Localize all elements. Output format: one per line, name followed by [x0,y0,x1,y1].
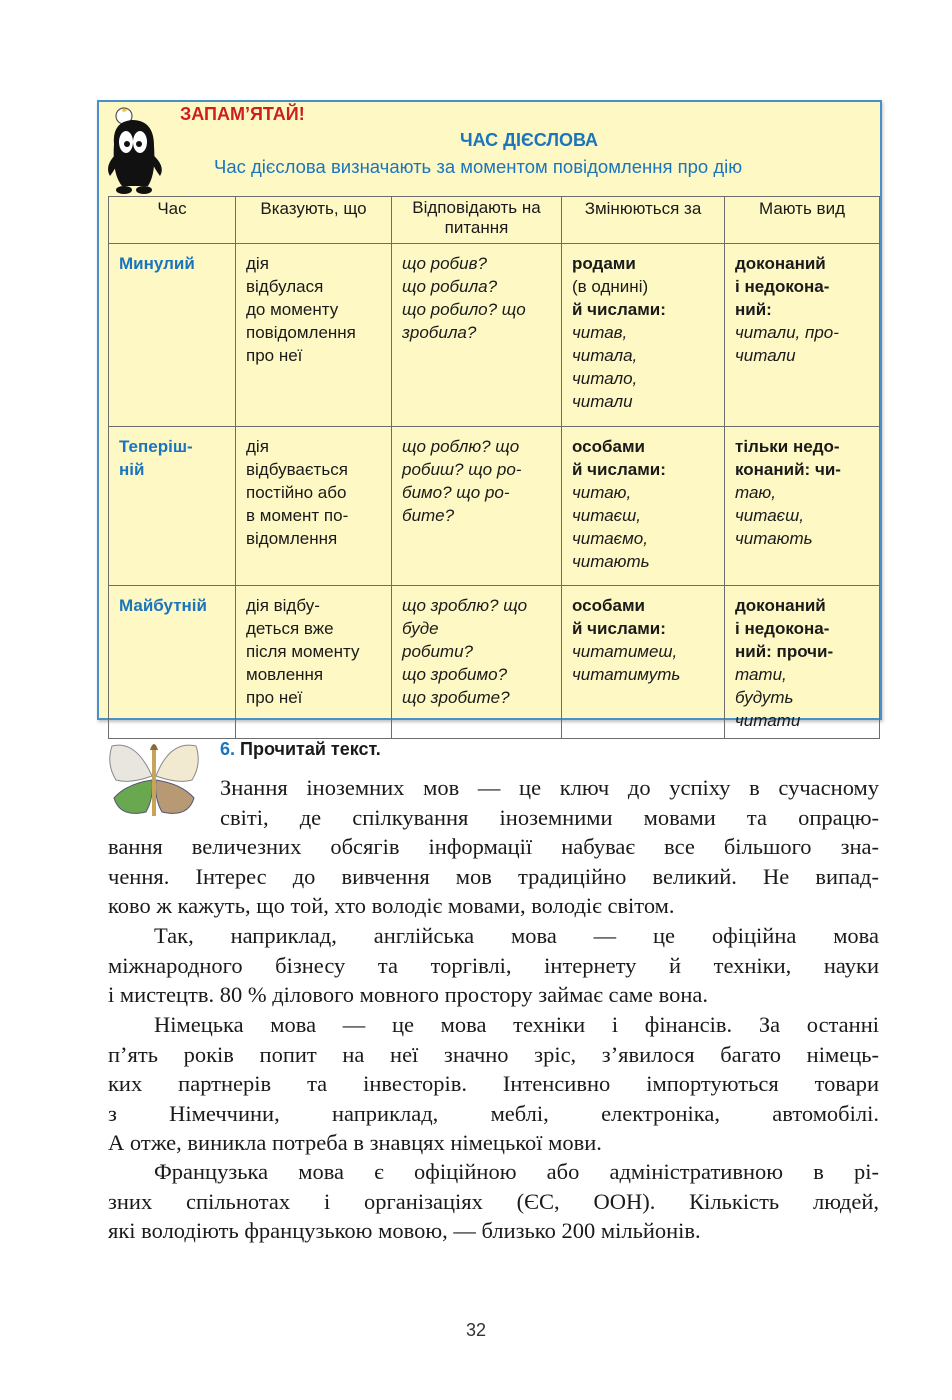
box-title: ЧАС ДІЄСЛОВА [459,130,599,150]
cell-line: дія [246,437,269,456]
cell-line: що робила? [402,277,498,296]
cell-line: буде [402,619,439,638]
cell-line: що робило? що [402,300,526,319]
changes-cell [562,586,725,739]
cell-line: і недокона- [735,277,830,296]
text-line: зних спільнотах і організаціях (ЄС, ООН). Кількість людей, [108,1188,879,1214]
cell-line: про неї [246,346,303,365]
tense-name-line: ній [119,460,145,479]
cell-line: і недокона- [735,619,830,638]
cell-line: таю, [735,483,776,502]
cell-line: повідомлення [246,323,356,342]
column-header: Вказують, що [236,197,392,244]
paragraph [108,773,879,921]
cell-line: тільки недо- [735,437,840,456]
column-header: Мають вид [725,197,880,244]
text-line: Знання іноземних мов — це ключ до успіху в сучасному [220,775,879,800]
cell-line: дія відбу- [246,596,320,615]
verb-tense-table [108,196,880,739]
cell-line: (в однині) [572,277,649,296]
cell-line: читали [572,392,633,411]
cell-line: й числами: [572,460,666,479]
cell-line: що роблю? що [402,437,520,456]
cell-line: читаєш, [735,506,804,525]
cell-line: зробила? [402,323,477,342]
cell-line: відбувається [246,460,348,479]
cell-line: особами [572,437,645,456]
column-header: Час [109,197,236,244]
text-line: які володіють французькою мовою, — близько 200 мільйонів. [108,1218,701,1243]
cell-line: читають [735,529,813,548]
cell-line: до моменту [246,300,339,319]
cell-line: читати [735,711,801,730]
cell-line: в момент по- [246,506,349,525]
text-line: міжнародного бізнесу та торгівлі, інтернету й техніки, науки [108,952,879,978]
box-subtitle: Час дієслова визначають за моментом повідомлення про дію [214,156,743,177]
cell-line: й числами: [572,300,666,319]
tense-name [109,427,236,586]
cell-line: що робив? [402,254,487,273]
cell-line: доконаний [735,596,826,615]
indicates-cell [236,586,392,739]
exercise-number: 6. [220,739,236,759]
text-line: Так, наприклад, англійська мова — це офіційна мова [154,923,879,948]
table-row [109,427,880,586]
cell-line: конаний: чи- [735,460,841,479]
cell-line: дія [246,254,269,273]
cell-line: деться вже [246,619,334,638]
cell-line: читали [735,346,796,365]
text-line: ково ж кажуть, що той, хто володіє мовами, володіє світом. [108,893,675,918]
text-line: вання величезних обсягів інформації набуває все більшого зна- [108,834,879,859]
cell-line: ний: [735,300,772,319]
cell-line: читали, про- [735,323,839,342]
cell-line: що зробите? [402,688,510,707]
column-header: Відповідають на питання [392,197,562,244]
questions-cell [392,427,562,586]
cell-line: що зробимо? [402,665,508,684]
changes-cell [562,427,725,586]
indicates-cell [236,427,392,586]
cell-line: про неї [246,688,303,707]
cell-line: будуть [735,688,794,707]
cell-line: робити? [402,642,473,661]
cell-line: бите? [402,506,455,525]
cell-line: робиш? що ро- [402,460,522,479]
cell-line: після моменту [246,642,360,661]
column-header: Змінюються за [562,197,725,244]
aspect-cell [725,244,880,427]
exercise-heading [220,739,381,760]
paragraph [108,921,879,1010]
exercise-instruction: Прочитай текст. [240,739,381,759]
cell-line: тати, [735,665,787,684]
cell-line: мовлення [246,665,324,684]
table-row [109,586,880,739]
page-number: 32 [465,1320,487,1340]
text-line: і мистецтв. 80 % ділового мовного простору займає саме вона. [108,982,709,1007]
table-row [109,244,880,427]
text-line: світі, де спілкування іноземними мовами та опрацю- [220,804,879,830]
cell-line: відбулася [246,277,324,296]
cell-line: особами [572,596,645,615]
text-line: чення. Інтерес до вивчення мов традиційно великий. Не випад- [108,863,879,889]
cell-line: родами [572,254,636,273]
text-line: з Німеччини, наприклад, меблі, електроніка, автомобілі. [108,1100,879,1126]
tense-name: Минулий [109,244,236,427]
cell-line: бимо? що ро- [402,483,510,502]
cell-line: читаємо, [572,529,648,548]
cell-line: що зроблю? що [402,596,528,615]
text-line: п’ять років попит на неї значно зріс, з’явилося багато німець- [108,1041,879,1067]
cell-line: відомлення [246,529,338,548]
paragraph [108,1010,879,1158]
tense-name-line: Теперіш- [119,437,193,456]
cell-line: постійно або [246,483,347,502]
questions-cell [392,586,562,739]
cell-line: читало, [572,369,638,388]
cell-line: читатимуть [572,665,681,684]
cell-line: читала, [572,346,638,365]
cell-line: читають [572,552,650,571]
text-line: ких партнерів та інвесторів. Інтенсивно імпортуються товари [108,1071,879,1096]
cell-line: читаєш, [572,506,641,525]
text-line: А отже, виникла потреба в знавцях німецької мови. [108,1130,602,1155]
cell-line: й числами: [572,619,666,638]
aspect-cell [725,427,880,586]
cell-line: читав, [572,323,628,342]
paragraph [108,1157,879,1246]
remember-label: ЗАПАМ’ЯТАЙ! [180,104,305,124]
questions-cell [392,244,562,427]
changes-cell [562,244,725,427]
cell-line: читатимеш, [572,642,678,661]
tense-name: Майбутній [109,586,236,739]
text-line: Французька мова є офіційною або адміністративною в рі- [154,1159,879,1184]
cell-line: ний: прочи- [735,642,834,661]
cell-line: читаю, [572,483,632,502]
aspect-cell [725,586,880,739]
cell-line: доконаний [735,254,826,273]
text-line: Німецька мова — це мова техніки і фінансів. За останні [154,1012,879,1037]
indicates-cell [236,244,392,427]
